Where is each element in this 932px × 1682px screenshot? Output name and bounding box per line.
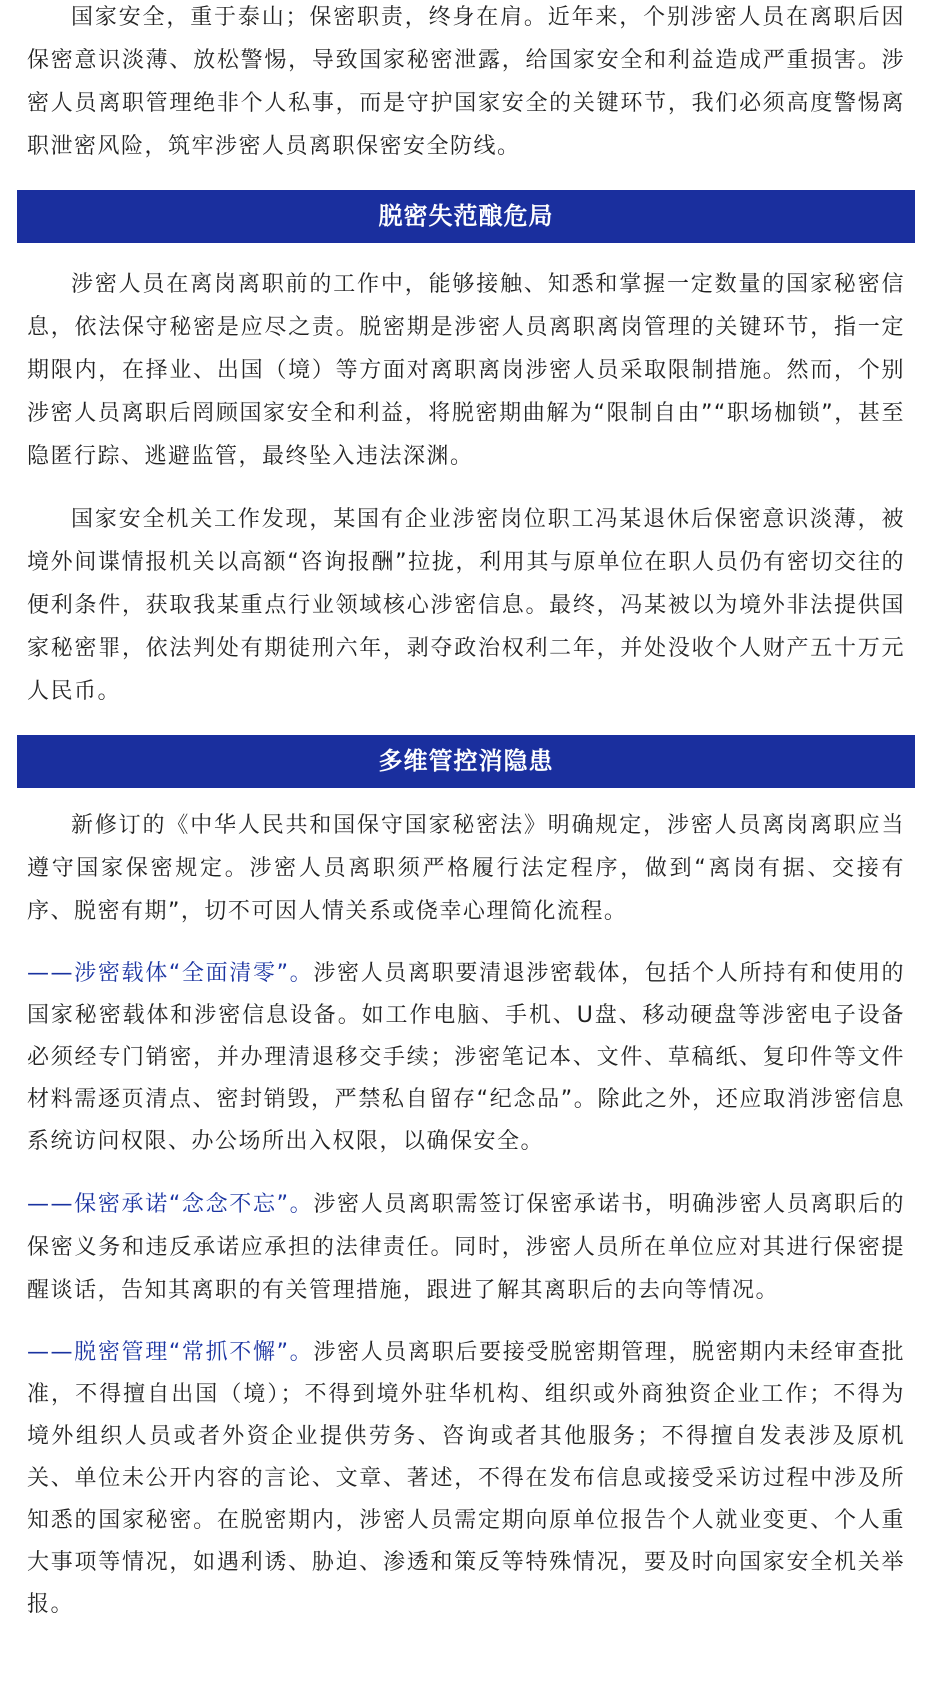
measure-lead: ——涉密载体“全面清零”。 [27, 961, 314, 986]
intro-paragraph: 国家安全，重于泰山；保密职责，终身在肩。近年来，个别涉密人员在离职后因保密意识淡薄、放松警惕，导致国家秘密泄露，给国家安全和利益造成严重损害。涉密人员离职管理绝非个人私事，而是守护国家安全的关键环节，我们必须高度警惕离职泄密风险，筑牢涉密人员离职保密安全防线。 [27, 5, 905, 159]
measure-body: 涉密人员离职需签订保密承诺书，明确涉密人员离职后的保密义务和违反承诺应承担的法律责任。同时，涉密人员所在单位应对其进行保密提醒谈话，告知其离职的有关管理措施，跟进了解其离职后的去向等情况。 [27, 1192, 905, 1303]
measure-paragraph [17, 1332, 915, 1626]
body-paragraph: 新修订的《中华人民共和国保守国家秘密法》明确规定，涉密人员离岗离职应当遵守国家保密规定。涉密人员离职须严格履行法定程序，做到“离岗有据、交接有序、脱密有期”，切不可因人情关系或侥幸心理简化流程。 [27, 813, 905, 924]
measure-paragraph [17, 953, 915, 1163]
body-paragraph: 涉密人员在离岗离职前的工作中，能够接触、知悉和掌握一定数量的国家秘密信息，依法保守秘密是应尽之责。脱密期是涉密人员离职离岗管理的关键环节，指一定期限内，在择业、出国（境）等方面对离职离岗涉密人员采取限制措施。然而，个别涉密人员离职后罔顾国家安全和利益，将脱密期曲解为“限制自由”“职场枷锁”，甚至隐匿行踪、逃避监管，最终坠入违法深渊。 [27, 272, 905, 469]
measure-paragraph [17, 1183, 915, 1312]
measure-body: 涉密人员离职后要接受脱密期管理，脱密期内未经审查批准，不得擅自出国（境）；不得到境外驻华机构、组织或外商独资企业工作；不得为境外组织人员或者外资企业提供劳务、咨询或者其他服务；不得擅自发表涉及原机关、单位未公开内容的言论、文章、著述，不得在发布信息或接受采访过程中涉及所知悉的国家秘密。在脱密期内，涉密人员需定期向原单位报告个人就业变更、个人重大事项等情况，如遇利诱、胁迫、渗透和策反等特殊情况，要及时向国家安全机关举报。 [27, 1340, 905, 1617]
measure-body: 涉密人员离职要清退涉密载体，包括个人所持有和使用的国家秘密载体和涉密信息设备。如工作电脑、手机、U盘、移动硬盘等涉密电子设备必须经专门销密，并办理清退移交手续；涉密笔记本、文件、草稿纸、复印件等文件材料需逐页清点、密封销毁，严禁私自留存“纪念品”。除此之外，还应取消涉密信息系统访问权限、办公场所出入权限，以确保安全。 [27, 961, 905, 1154]
section-heading-banner: 脱密失范酿危局 [17, 190, 915, 243]
section-heading-banner: 多维管控消隐患 [17, 735, 915, 788]
body-paragraph: 国家安全机关工作发现，某国有企业涉密岗位职工冯某退休后保密意识淡薄，被境外间谍情报机关以高额“咨询报酬”拉拢，利用其与原单位在职人员仍有密切交往的便利条件，获取我某重点行业领域核心涉密信息。最终，冯某被以为境外非法提供国家秘密罪，依法判处有期徒刑六年，剥夺政治权利二年，并处没收个人财产五十万元人民币。 [27, 507, 905, 704]
measure-lead: ——脱密管理“常抓不懈”。 [27, 1340, 314, 1365]
measure-lead: ——保密承诺“念念不忘”。 [27, 1192, 314, 1217]
